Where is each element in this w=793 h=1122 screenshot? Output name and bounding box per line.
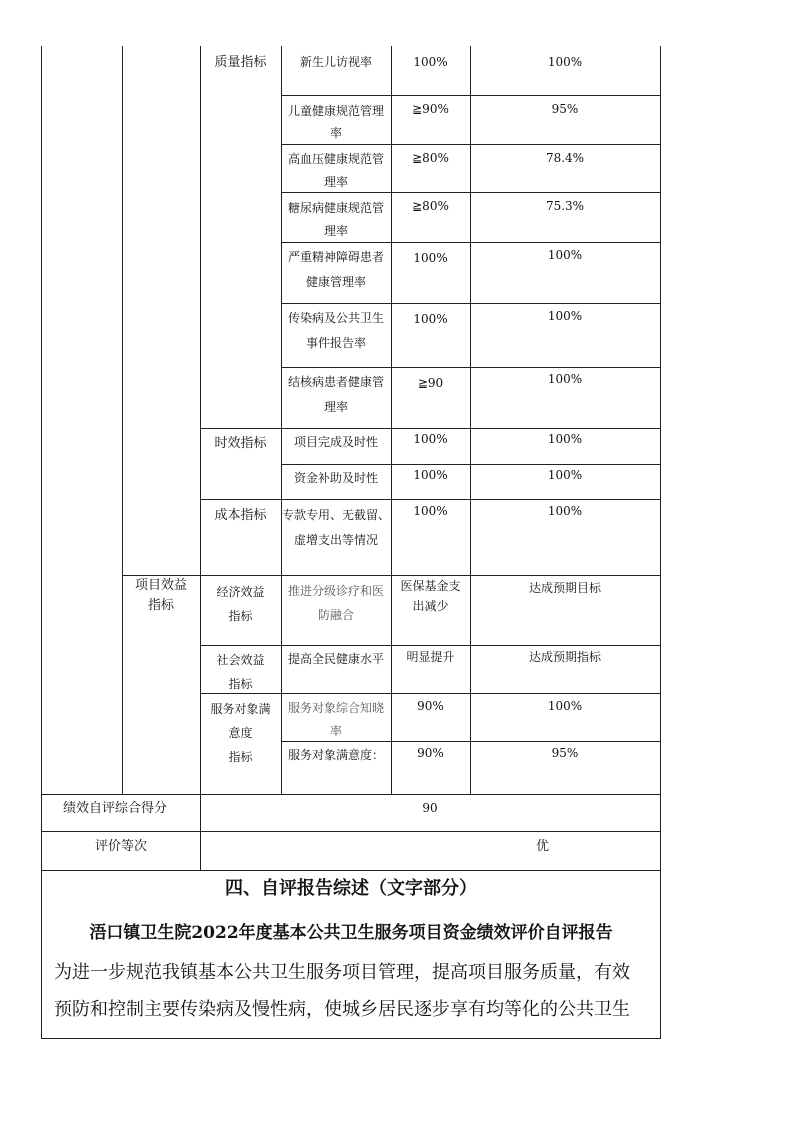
indicator-name: 专款专用、无截留、 xyxy=(281,508,390,522)
category-satisfaction-line3: 指标 xyxy=(228,750,253,764)
paragraph-line: 为进一步规范我镇基本公共卫生服务项目管理，提高项目服务质量，有效 xyxy=(54,962,630,983)
actual-value: 78.4% xyxy=(545,151,585,165)
score-label: 绩效自评综合得分 xyxy=(63,801,168,816)
row-line xyxy=(281,95,661,96)
target-value: 明显提升 xyxy=(406,650,455,664)
category-economic-line2: 指标 xyxy=(228,609,253,623)
category-satisfaction-line2: 意度 xyxy=(228,726,253,740)
target-value: 出减少 xyxy=(412,599,449,613)
indicator-name: 理率 xyxy=(323,224,348,238)
paragraph-line: 预防和控制主要传染病及慢性病，使城乡居民逐步享有均等化的公共卫生 xyxy=(54,999,630,1020)
actual-value: 95% xyxy=(551,102,579,116)
indicator-name: 虚增支出等情况 xyxy=(293,533,378,547)
indicator-name: 率 xyxy=(329,126,342,140)
target-value: 90% xyxy=(417,699,444,713)
actual-value: 达成预期指标 xyxy=(528,650,601,664)
indicator-name: 健康管理率 xyxy=(305,275,366,289)
actual-value: 95% xyxy=(551,746,579,760)
indicator-name: 服务对象综合知晓 xyxy=(287,701,384,715)
target-value: ≧80% xyxy=(412,199,449,213)
indicator-name: 儿童健康规范管理 xyxy=(287,104,384,118)
indicator-name: 服务对象满意度： xyxy=(287,748,384,762)
category-timeliness: 时效指标 xyxy=(214,436,267,451)
row-line xyxy=(41,794,661,795)
category-social-line2: 指标 xyxy=(228,677,253,691)
row-line xyxy=(41,870,661,871)
target-value: 100% xyxy=(413,55,448,69)
actual-value: 100% xyxy=(547,699,583,713)
indicator-name: 结核病患者健康管 xyxy=(287,375,384,389)
category-social-line1: 社会效益 xyxy=(216,653,265,667)
indicator-name: 传染病及公共卫生 xyxy=(287,311,384,325)
actual-value: 75.3% xyxy=(545,199,585,213)
target-value: 100% xyxy=(413,504,448,518)
target-value: 100% xyxy=(413,468,448,482)
indicator-name: 项目完成及时性 xyxy=(293,435,378,449)
indicator-name: 提高全民健康水平 xyxy=(287,652,384,666)
indicator-name: 严重精神障碍患者 xyxy=(287,250,384,264)
category-quality: 质量指标 xyxy=(214,55,267,70)
indicator-name: 理率 xyxy=(323,400,348,414)
category-cost: 成本指标 xyxy=(214,508,267,523)
indicator-name: 新生儿访视率 xyxy=(299,55,372,69)
actual-value: 100% xyxy=(547,248,583,262)
target-value: ≧90 xyxy=(417,376,444,390)
category-satisfaction-line1: 服务对象满 xyxy=(210,702,271,716)
actual-value: 100% xyxy=(547,372,583,386)
target-value: 100% xyxy=(413,312,448,326)
target-value: 100% xyxy=(413,251,448,265)
category-economic-line1: 经济效益 xyxy=(216,585,265,599)
indicator-name: 推进分级诊疗和医 xyxy=(287,584,384,598)
section-heading: 四、自评报告综述（文字部分） xyxy=(225,878,477,899)
actual-value: 100% xyxy=(547,55,583,69)
indicator-name: 糖尿病健康规范管 xyxy=(287,201,384,215)
score-value: 90 xyxy=(422,801,438,815)
target-value: 医保基金支 xyxy=(400,579,461,593)
column-divider-1 xyxy=(122,46,123,794)
target-value: 90% xyxy=(417,746,444,760)
target-value: 100% xyxy=(413,432,448,446)
indicator-name: 事件报告率 xyxy=(305,336,366,350)
indicator-name: 率 xyxy=(329,724,342,738)
actual-value: 达成预期目标 xyxy=(528,581,601,595)
actual-value: 100% xyxy=(547,504,583,518)
target-value: ≧90% xyxy=(412,102,449,116)
indicator-name: 防融合 xyxy=(317,608,354,622)
report-title: 浯口镇卫生院2022年度基本公共卫生服务项目资金绩效评价自评报告 xyxy=(89,923,613,943)
grade-value: 优 xyxy=(536,839,550,854)
indicator-name: 高血压健康规范管 xyxy=(287,152,384,166)
target-value: ≧80% xyxy=(412,151,449,165)
row-line xyxy=(41,831,661,832)
actual-value: 100% xyxy=(547,309,583,323)
indicator-name: 资金补助及时性 xyxy=(293,471,378,485)
actual-value: 100% xyxy=(547,432,583,446)
actual-value: 100% xyxy=(547,468,583,482)
table-border-bottom xyxy=(41,1038,661,1039)
category-benefit-line1: 项目效益 xyxy=(134,578,187,593)
grade-label: 评价等次 xyxy=(95,839,148,854)
category-benefit-line2: 指标 xyxy=(147,598,174,613)
indicator-name: 理率 xyxy=(323,175,348,189)
